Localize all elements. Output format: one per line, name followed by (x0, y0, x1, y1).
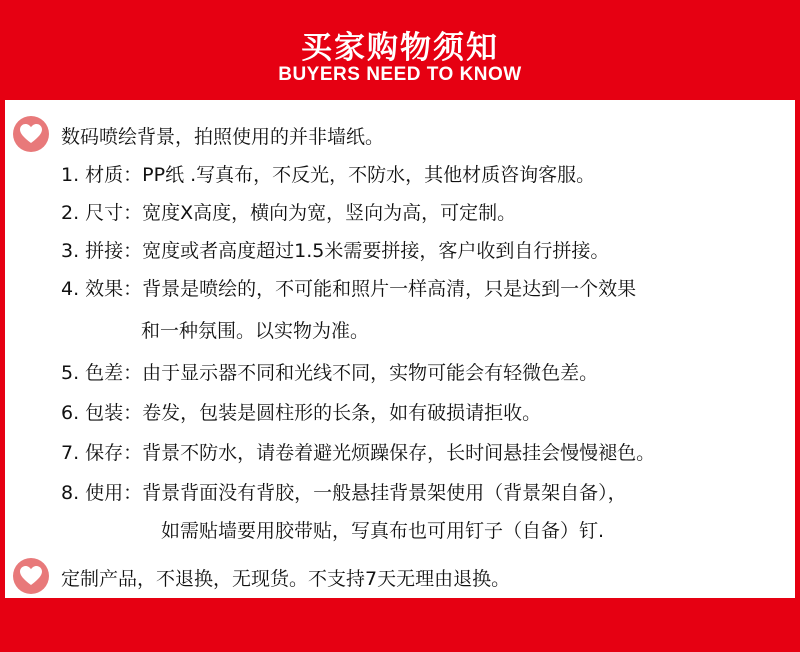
notice-item-4: 4. 效果：背景是喷绘的，不可能和照片一样高清，只是达到一个效果 (61, 278, 637, 300)
heart-icon (13, 558, 49, 594)
notice-item-4-continued: 和一种氛围。以实物为准。 (141, 320, 370, 342)
notice-item-2: 2. 尺寸：宽度X高度，横向为宽，竖向为高，可定制。 (61, 202, 517, 224)
header-banner (0, 0, 800, 100)
notice-item-8-continued: 如需贴墙要用胶带贴，写真布也可用钉子（自备）钉. (161, 520, 605, 542)
notice-item-6: 6. 包装：卷发，包装是圆柱形的长条，如有破损请拒收。 (61, 402, 542, 424)
notice-item-5: 5. 色差：由于显示器不同和光线不同，实物可能会有轻微色差。 (61, 362, 599, 384)
footer-text: 定制产品，不退换，无现货。不支持7天无理由退换。 (61, 568, 511, 590)
notice-item-1: 1. 材质：PP纸 .写真布，不反光，不防水，其他材质咨询客服。 (61, 164, 596, 186)
notice-item-8: 8. 使用：背景背面没有背胶，一般悬挂背景架使用（背景架自备）， (61, 482, 627, 504)
notice-item-7: 7. 保存：背景不防水，请卷着避光烦躁保存，长时间悬挂会慢慢褪色。 (61, 442, 656, 464)
intro-text: 数码喷绘背景，拍照使用的并非墙纸。 (61, 126, 385, 148)
page-subtitle: BUYERS NEED TO KNOW (278, 64, 522, 85)
notice-item-3: 3. 拼接：宽度或者高度超过1.5米需要拼接，客户收到自行拼接。 (61, 240, 610, 262)
notice-panel (5, 100, 795, 598)
page-title: 买家购物须知 (301, 30, 499, 66)
heart-icon (13, 116, 49, 152)
